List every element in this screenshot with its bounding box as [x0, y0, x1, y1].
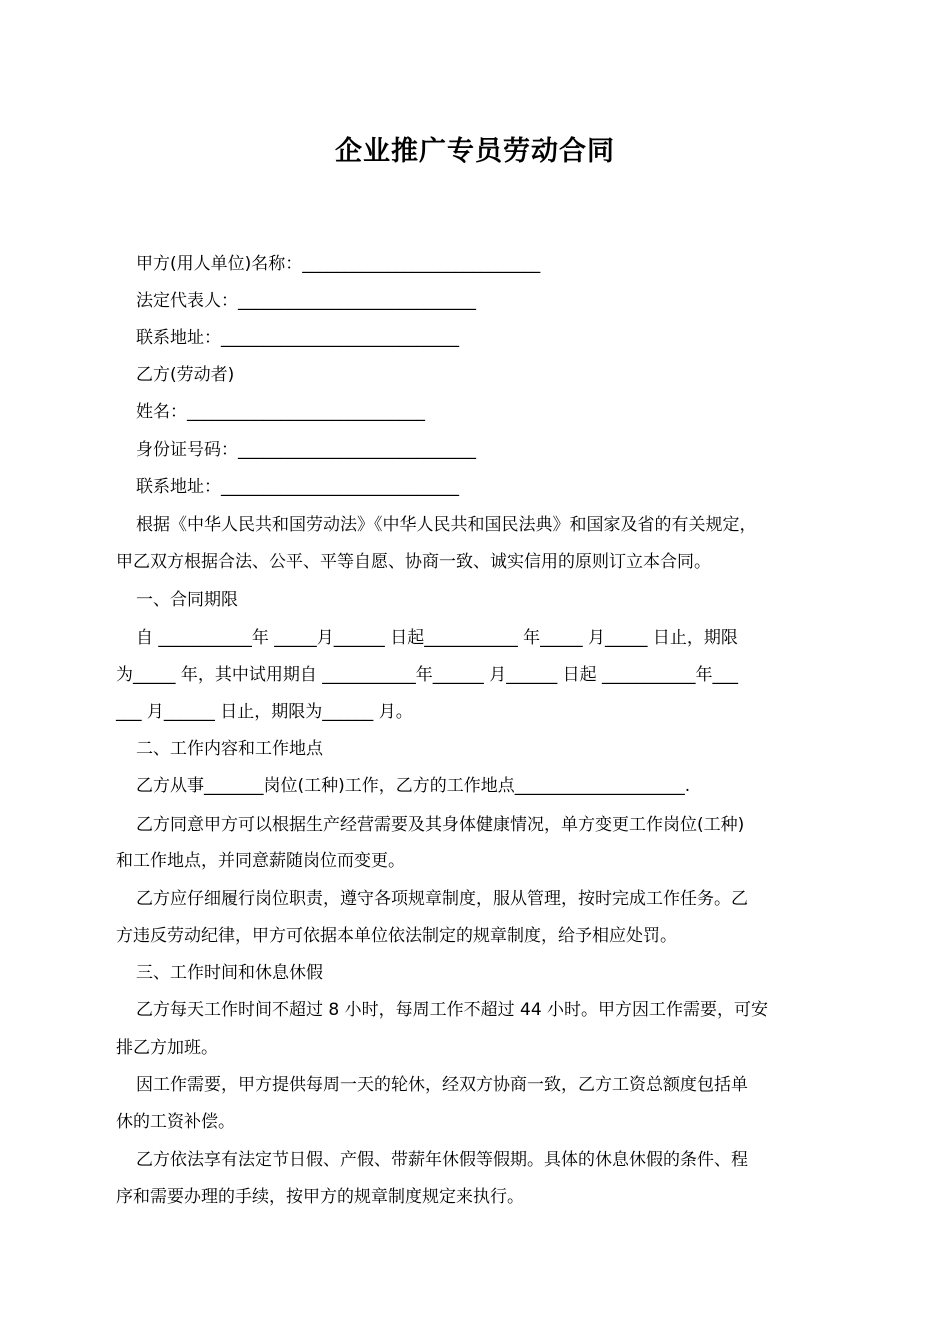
- legal-representative-field: 法定代表人：____________________________: [136, 291, 476, 311]
- section-heading: 二、工作内容和工作地点: [136, 739, 323, 759]
- term-line: 自 ___________年 _____月______ 日起___________ 年_____ 月_____ 日止，期限: [136, 628, 738, 648]
- work-content-line: 乙方同意甲方可以根据生产经营需要及其身体健康情况，单方变更工作岗位(工种): [136, 815, 745, 835]
- preamble-line: 根据《中华人民共和国劳动法》《中华人民共和国民法典》和国家及省的有关规定，: [136, 515, 757, 535]
- term-line: ___ 月______ 日止，期限为______ 月。: [116, 702, 413, 722]
- section-heading: 一、合同期限: [136, 590, 238, 610]
- work-time-line: 乙方依法享有法定节日假、产假、带薪年休假等假期。具体的休息休假的条件、程: [136, 1150, 748, 1170]
- work-time-line: 序和需要办理的手续，按甲方的规章制度规定来执行。: [116, 1187, 524, 1207]
- party-a-address-field: 联系地址：____________________________: [136, 328, 459, 348]
- party-a-name-field: 甲方(用人单位)名称：____________________________: [136, 254, 541, 274]
- work-time-line: 排乙方加班。: [116, 1038, 218, 1058]
- work-time-line: 休的工资补偿。: [116, 1112, 235, 1132]
- term-line: 为_____ 年，其中试用期自 ___________年______ 月______ 日起 ___________年___: [116, 665, 739, 685]
- work-time-line: 乙方每天工作时间不超过 8 小时，每周工作不超过 44 小时。甲方因工作需要，可安: [136, 1000, 769, 1020]
- preamble-line: 甲乙双方根据合法、公平、平等自愿、协商一致、诚实信用的原则订立本合同。: [116, 552, 711, 572]
- party-b-name-field: 姓名：____________________________: [136, 402, 425, 422]
- section-heading: 三、工作时间和休息休假: [136, 963, 323, 983]
- work-content-line: 和工作地点，并同意薪随岗位而变更。: [116, 851, 405, 871]
- work-content-line: 乙方从事_______岗位(工种)工作，乙方的工作地点____________________.: [136, 776, 691, 796]
- party-b-heading: 乙方(劳动者): [136, 365, 235, 385]
- id-number-field: 身份证号码：____________________________: [136, 440, 476, 460]
- page-title: 企业推广专员劳动合同: [335, 136, 615, 167]
- work-content-line: 方违反劳动纪律，甲方可依据本单位依法制定的规章制度，给予相应处罚。: [116, 926, 677, 946]
- work-content-line: 乙方应仔细履行岗位职责，遵守各项规章制度，服从管理，按时完成工作任务。乙: [136, 889, 748, 909]
- work-time-line: 因工作需要，甲方提供每周一天的轮休，经双方协商一致，乙方工资总额度包括单: [136, 1075, 748, 1095]
- party-b-address-field: 联系地址：____________________________: [136, 477, 459, 497]
